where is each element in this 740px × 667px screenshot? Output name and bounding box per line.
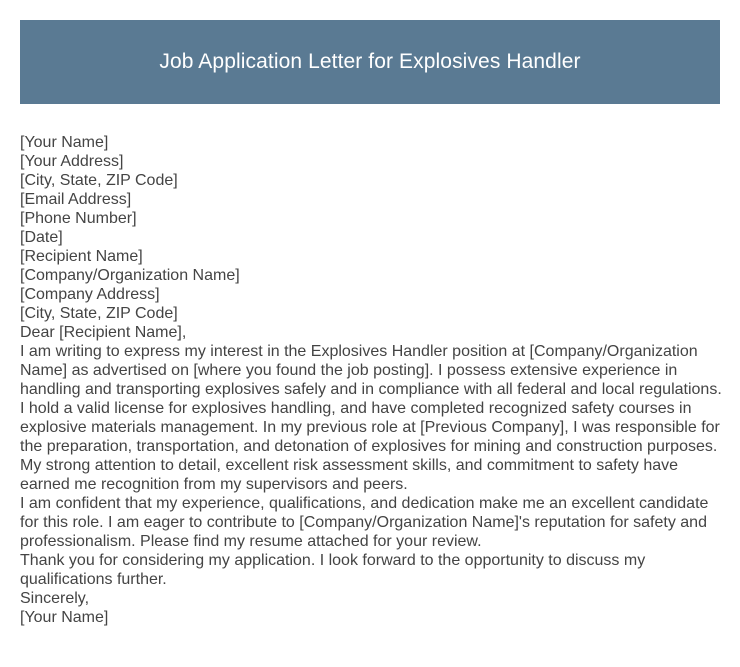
company-city: [City, State, ZIP Code] bbox=[20, 305, 178, 322]
sender-city: [City, State, ZIP Code] bbox=[20, 172, 178, 189]
sender-name: [Your Name] bbox=[20, 134, 109, 151]
closing: Sincerely, bbox=[20, 590, 90, 607]
paragraph-intro: I am writing to express my interest in the Explosives Handler position at [Company/Organization Name] as advertised on [where you found the job posting]. I possess extensive experience in handling and transporting explosives safely and in compliance with all federal and local regulations. bbox=[20, 343, 722, 398]
letter-date: [Date] bbox=[20, 229, 63, 246]
sender-email: [Email Address] bbox=[20, 191, 132, 208]
sender-phone: [Phone Number] bbox=[20, 210, 137, 227]
paragraph-experience: I hold a valid license for explosives handling, and have completed recognized safety courses in explosive materials management. In my previous role at [Previous Company], I was responsible for the preparation, transportation, and detonation of explosives for mining and construction purposes. My strong attention to detail, excellent risk assessment skills, and commitment to safety have earned me recognition from my supervisors and peers. bbox=[20, 400, 720, 493]
sender-address: [Your Address] bbox=[20, 153, 124, 170]
header-banner bbox=[20, 20, 720, 104]
signature-name: [Your Name] bbox=[20, 609, 109, 626]
salutation: Dear [Recipient Name], bbox=[20, 324, 187, 341]
paragraph-thanks: Thank you for considering my application. I look forward to the opportunity to discuss my qualifications further. bbox=[20, 552, 646, 588]
page-title: Job Application Letter for Explosives Handler bbox=[159, 50, 581, 73]
recipient-name: [Recipient Name] bbox=[20, 248, 143, 265]
letter-body bbox=[20, 133, 725, 627]
paragraph-confidence: I am confident that my experience, qualifications, and dedication make me an excellent candidate for this role. I am eager to contribute to [Company/Organization Name]'s reputation for safety and professionalism. Please find my resume attached for your review. bbox=[20, 495, 709, 550]
company-name: [Company/Organization Name] bbox=[20, 267, 240, 284]
company-address: [Company Address] bbox=[20, 286, 160, 303]
